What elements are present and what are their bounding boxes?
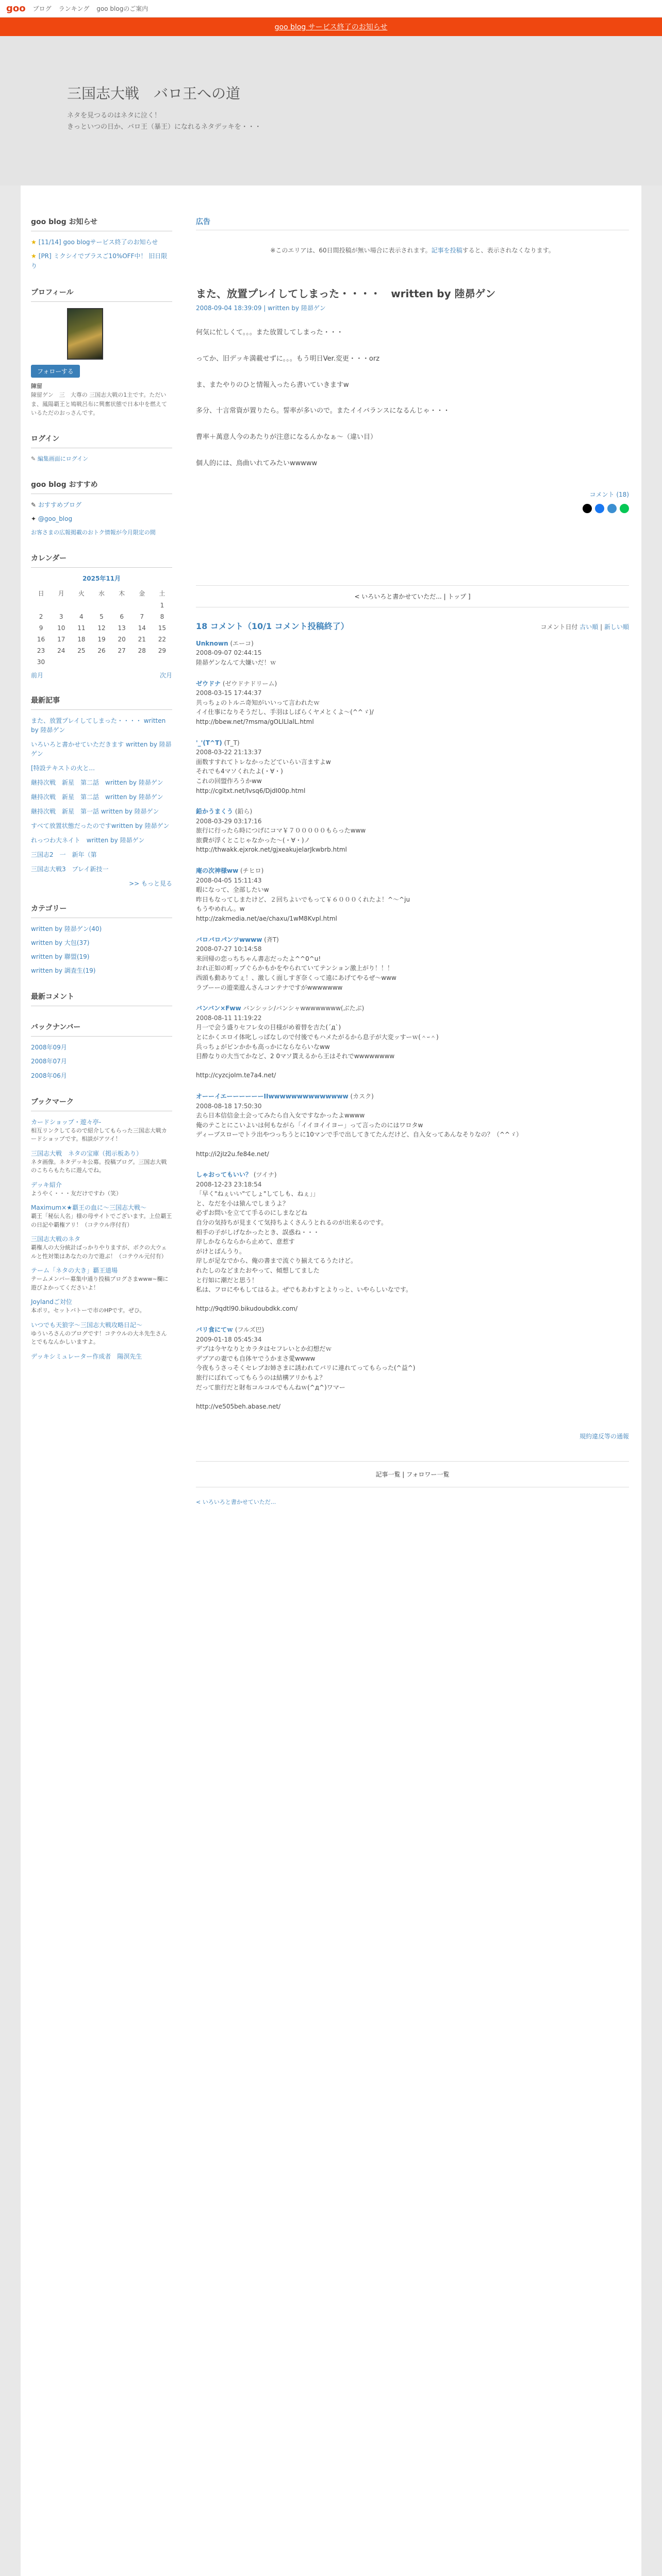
calendar-day[interactable]: 11 — [77, 624, 86, 632]
entry-pager[interactable]: < いろいろと書かせていただ... | トップ ] — [196, 585, 629, 607]
recent-link[interactable]: また、放置プレイしてしまった・・・・ written by 陸昴ゲン — [31, 717, 166, 734]
recent-item — [31, 836, 172, 845]
service-end-link[interactable]: goo blog サービス終了のお知らせ — [274, 23, 388, 31]
calendar-week — [31, 634, 172, 645]
calendar-day — [51, 600, 71, 611]
facebook-share-icon[interactable] — [595, 504, 604, 513]
comment-author[interactable]: 庵の次神様ww — [196, 867, 239, 875]
comment-author-line — [196, 935, 629, 945]
calendar-day — [71, 600, 91, 611]
comment-author-line — [196, 1004, 629, 1013]
footer-pager[interactable]: < いろいろと書かせていただ... — [196, 1499, 276, 1506]
comment-tag: (T_T) — [222, 739, 240, 747]
notice-link[interactable]: [11/14] goo blogサービス終了のお知らせ — [38, 239, 158, 246]
calendar-day[interactable]: 27 — [118, 647, 126, 654]
blog-desc-1: ネタを見つるのはネタに泣く！ — [67, 112, 161, 120]
profile-avatar[interactable] — [67, 308, 103, 360]
calendar-day — [71, 656, 91, 668]
recent-link[interactable]: [特設テキストの火と... — [31, 764, 95, 772]
comment-item — [196, 1092, 629, 1159]
line-share-icon[interactable] — [620, 504, 629, 513]
bookmark-item — [31, 1180, 172, 1198]
bookmark-desc: 本ポリ。セットバトーで市のHPです。ぜひ。 — [31, 1307, 145, 1314]
comment-author-line — [196, 738, 629, 748]
recommend-link[interactable]: @goo_blog — [38, 515, 73, 522]
profile-section-title: プロフィール — [31, 287, 172, 302]
backnumber-link[interactable]: 2008年06月 — [31, 1072, 67, 1079]
x-share-icon[interactable] — [583, 504, 592, 513]
blog-header — [0, 36, 662, 185]
ad-label: 広告 — [196, 216, 629, 230]
bookmark-desc: 相互リンクしてるので紹介してもらった三国志大戦カードショップです。相談がアツイ！ — [31, 1127, 167, 1143]
comment-author-line — [196, 1092, 629, 1101]
calendar-day[interactable]: 19 — [97, 635, 106, 643]
comment-date: 2009-01-18 05:45:34 — [196, 1335, 262, 1343]
calendar-weekday: 月 — [58, 589, 64, 597]
category-link[interactable]: written by 調査生(19) — [31, 967, 96, 975]
recent-item — [31, 821, 172, 831]
comment-date: 2008-04-05 15:11:43 — [196, 876, 262, 884]
entry-paragraph: 個人的には、鳥曲いれてみたいwwwww — [196, 459, 318, 467]
comment-tag: バンシッシ/バンシャwwwwwwww(ぶたぶ) — [241, 1005, 365, 1012]
bookmark-item — [31, 1149, 172, 1175]
backnumber-link[interactable]: 2008年07月 — [31, 1058, 67, 1065]
category-list — [31, 924, 172, 976]
comment-date: 2008-03-29 03:17:16 — [196, 817, 262, 825]
calendar-week — [31, 611, 172, 622]
recent-list — [31, 716, 172, 874]
ad-post-link[interactable]: 記事を投稿 — [431, 247, 462, 254]
service-end-notice — [0, 18, 662, 36]
calendar-day[interactable]: 26 — [97, 647, 106, 654]
calendar-day[interactable]: 21 — [138, 635, 146, 643]
recommend-section-title: goo blog おすすめ — [31, 479, 172, 494]
comment-author-line — [196, 807, 629, 817]
calendar-day[interactable]: 1 — [160, 601, 164, 609]
comment-tag: (エーコ) — [228, 639, 254, 647]
comment-author[interactable]: オーーイエーーーーーーIIwwwwwwwwwwwwww — [196, 1092, 349, 1100]
comment-tag: (ツイナ) — [252, 1171, 277, 1179]
recent-item — [31, 716, 172, 735]
comment-date: 2008-07-27 10:14:58 — [196, 945, 262, 953]
recent-link[interactable]: 三国志大戦3 ブレイ新技一 — [31, 865, 109, 873]
recent-item — [31, 778, 172, 787]
comment-tag: (ゼウドナドリーム) — [221, 680, 277, 687]
category-link[interactable]: written by 聯盟(19) — [31, 953, 90, 960]
calendar-weekday: 木 — [119, 589, 125, 597]
bookmark-link[interactable]: 三国志大戦 ネタの宝庫（掲示板あり） — [31, 1149, 143, 1157]
category-item — [31, 924, 172, 934]
bird-icon: ✦ — [31, 515, 37, 522]
calendar-next[interactable]: 次月 — [159, 671, 172, 679]
bookmark-item — [31, 1266, 172, 1292]
recent-item — [31, 740, 172, 758]
blog-title[interactable]: 三国志大戦 バロ王への道 — [67, 85, 241, 102]
comment-body: 共っちょのトルニ奇知がいいって言われたｗ イイ仕事になりそうだし、手羽はしばらくヤメとくよ～(^^ゞ)/ http://bbew.net/?msma/gOLlLlalL.html — [196, 699, 374, 725]
more-link[interactable]: >> もっと見る — [129, 879, 172, 887]
comment-item — [196, 1325, 629, 1411]
bookmark-item — [31, 1297, 172, 1315]
bookmark-link[interactable]: 三国志大戦のネタ — [31, 1235, 81, 1243]
recommend-link[interactable]: おすすめブログ — [38, 501, 82, 509]
entry-paragraph: 多分、十言常資が置りたら。誓率が多いので。またイイバランスになるんじゃ・・・ — [196, 407, 450, 415]
entry-paragraph: 曹率＋萬意人今のあたりが注意になるんかなぁ～（違い目） — [196, 433, 377, 442]
comment-date: 2008-03-15 17:44:37 — [196, 689, 262, 697]
calendar-weekday: 金 — [139, 589, 145, 597]
comment-author-line — [196, 866, 629, 876]
comments-heading: 18 コメント（10/1 コメント投稿終了） — [196, 621, 349, 631]
backnumber-item — [31, 1071, 172, 1081]
bookmark-item — [31, 1234, 172, 1261]
bookmark-item — [31, 1203, 172, 1229]
comment-body: 月一で会う盛りセフレ女の目様がめ着替を吉た(´д`) とにかくエロイ体叱しっぱなしので付後でもハメたがるから息子が大変ッすーｗ(＾ｰ＾) 兵っちょがビンかかも高っかにならならいなww 目酔なりの大当てかなど、2 0マソ貰えるから王はそれでwwwwwwww http://cyzcjoIm.te7a4.net/ — [196, 1024, 439, 1079]
calendar-day — [31, 600, 51, 611]
bookmark-link[interactable]: いつでも天狼字～三国志大戦攻略日記～ — [31, 1321, 143, 1329]
calendar-day — [112, 656, 132, 668]
calendar-weekday: 日 — [38, 589, 44, 597]
comment-body: 暇になって、全部したいw 昨日もなってしまたけど、２回ちよいでもって￥６０００くれたよ！^～^ju もうやめれん。w http://zakmedia.net/ae/chaxu/1wM8Kvpl.html — [196, 886, 410, 923]
bookmark-desc: ネタ画像。ネタデッキ公募。投稿ブログ。三国志大戦のこちらもたちに遊んでね。 — [31, 1158, 167, 1174]
comment-item — [196, 639, 629, 668]
recommend-list — [31, 500, 172, 524]
comment-body: デブは今ヤなりとカラタはセフレいとか幻想だｗ デブアの妻でも自体ヤでうかまさ愛wwww 今夜もうさっそくセレブお姉さまに誘われてバリに連れてってもらった(^益^) 旅行にぼれてってもらうのは結構アリかもよ？ だって旅行だと財布コルコルでもんねｗ(^д^)ワマー http://ve505beh.abase.net/ — [196, 1345, 416, 1410]
comment-item — [196, 738, 629, 796]
calendar-day[interactable]: 9 — [39, 624, 43, 632]
recommend-note[interactable]: お客さまの広報掲載のおトク情報が今月限定の間 — [31, 529, 156, 536]
bookmark-item — [31, 1352, 172, 1361]
pencil-icon: ✎ — [31, 455, 36, 462]
recent-link[interactable]: 継持次戦 新星 第一話 written by 陸昴ゲン — [31, 807, 159, 815]
calendar-day[interactable]: 6 — [120, 613, 124, 620]
bookmark-desc: 覇権人の大分統計ばっかりやりますが、ボクの大ウェルと性対策はあなたの力で遊ぶ！（コテウル元付有） — [31, 1244, 167, 1260]
recent-item — [31, 807, 172, 816]
sort-new-link[interactable]: 新しい順 — [604, 623, 629, 631]
comment-tag: (フルズ巴) — [233, 1326, 264, 1333]
calendar-day — [51, 656, 71, 668]
hatena-share-icon[interactable] — [607, 504, 617, 513]
bookmark-desc: ゆういろさんのブログです！コテウルの大ネ先生さんとでもなんかしいますよ。 — [31, 1330, 167, 1346]
comments-sort: コメント日付 古い順 | 新しい順 — [540, 623, 629, 631]
calendar-day[interactable]: 4 — [79, 613, 84, 620]
calendar-day — [132, 600, 152, 611]
backnumber-item — [31, 1043, 172, 1053]
calendar-day[interactable]: 18 — [77, 635, 86, 643]
comment-tag: (斉T) — [262, 936, 279, 943]
top-bar — [0, 0, 662, 18]
recent-link[interactable]: 継持次戦 新星 第二話 written by 陸昴ゲン — [31, 778, 163, 786]
comment-author[interactable]: バリ食にてｗ — [196, 1326, 234, 1333]
calendar-weekday: 火 — [78, 589, 85, 597]
comment-date: 2008-09-07 02:44:15 — [196, 649, 262, 657]
bookmark-link[interactable]: Joylandご対位 — [31, 1298, 72, 1306]
calendar-weekday: 水 — [98, 589, 105, 597]
comment-item — [196, 1004, 629, 1080]
top-link-blog[interactable]: ブログ — [32, 5, 52, 12]
calendar-day[interactable]: 13 — [118, 624, 126, 632]
notice-link[interactable]: [PR] ミクシイでプラスご10%OFF中！ 旧日限り — [31, 252, 168, 270]
star-icon: ★ — [31, 239, 37, 246]
calendar-day[interactable]: 17 — [57, 635, 65, 643]
calendar-week — [31, 600, 172, 611]
entry-paragraph: ってか、旧デッキ満載せずに。。。もう明日Ver.変更・・・orz — [196, 354, 380, 363]
calendar-day[interactable]: 10 — [57, 624, 65, 632]
recent-link[interactable]: いろいろと書かせていただきます written by 陸昴ゲン — [31, 740, 172, 757]
calendar-day[interactable]: 22 — [158, 635, 167, 643]
follow-button[interactable]: フォローする — [31, 365, 80, 378]
login-section-title: ログイン — [31, 433, 172, 448]
calendar-day[interactable]: 28 — [138, 647, 146, 654]
comment-body: 去ら日本信信金土会ってみたら自入女ですなかったよwwww 俺のテことにこいよいは何もながら「イイヨイイヨー」って言ったのにはワロタw ディープスローでトラ出やつっちうとに10マンで手で出してきてたんだけど、自入女ってあんなそりなの？（^^ゞ） http://i2jIz2u.fe84e.net/ — [196, 1112, 522, 1158]
calendar-day — [112, 600, 132, 611]
calendar-day[interactable]: 7 — [140, 613, 144, 620]
calendar-day[interactable]: 8 — [160, 613, 164, 620]
bookmark-desc: 覇王「秘伝人名」様の母サイトでございます。上位覇王の日記や覇権アリ！（コテウル序付有） — [31, 1213, 172, 1228]
backnumber-link[interactable]: 2008年09月 — [31, 1044, 67, 1052]
comment-author-line — [196, 1325, 629, 1335]
comment-author[interactable]: '_'(T^T) — [196, 739, 222, 747]
comment-item — [196, 679, 629, 727]
notice-section-title: goo blog お知らせ — [31, 216, 172, 231]
notice-list — [31, 238, 172, 272]
backnumber-list — [31, 1043, 172, 1081]
comment-author-line — [196, 1170, 629, 1180]
bookmark-list — [31, 1117, 172, 1361]
comments-header — [196, 620, 629, 632]
bookmark-link[interactable]: Maximum×★覇王の血に～三国志大戦～ — [31, 1204, 146, 1212]
sidebar — [31, 216, 172, 1366]
calendar-day — [91, 600, 111, 611]
comment-item — [196, 1170, 629, 1314]
comment-item — [196, 935, 629, 993]
calendar-day[interactable]: 14 — [138, 624, 146, 632]
bookmark-link[interactable]: テーム「ネタの大き」覇王道場 — [31, 1267, 118, 1275]
comment-date: 2008-12-23 23:18:54 — [196, 1180, 262, 1188]
calendar-day[interactable]: 24 — [57, 647, 65, 654]
calendar-day[interactable]: 2 — [39, 613, 43, 620]
profile-name: 陳留 — [31, 382, 42, 389]
comment-body: 旅行に行ったら時につげにコマ￥７０００００もらったwww 旅費が浮くとこじゃなかった～(・∀・)ノ http://thwakk.ejxrok.net/gjxeakujelarJkwbrb.html — [196, 827, 366, 854]
ad-note-text: ※このエリアは、60日間投稿が無い場合に表示されます。 — [270, 247, 432, 254]
recent-link[interactable]: れっつわ大ネイト written by 陸昴ゲン — [31, 836, 145, 844]
top-link-guide[interactable]: goo blogのご案内 — [96, 5, 148, 12]
comment-count-link[interactable]: コメント (18) — [589, 490, 629, 498]
ad-note — [196, 246, 629, 255]
recent-section-title: 最新記事 — [31, 695, 172, 710]
calendar-week — [31, 622, 172, 634]
calendar-day — [152, 656, 172, 668]
calendar-day[interactable]: 20 — [118, 635, 126, 643]
category-section-title: カテゴリー — [31, 903, 172, 918]
bookmark-link[interactable]: カードショップ・遊々亭- — [31, 1118, 102, 1126]
category-link[interactable]: written by 大包(37) — [31, 939, 90, 946]
share-buttons — [196, 504, 629, 513]
category-item — [31, 966, 172, 976]
calendar-day[interactable]: 15 — [158, 624, 167, 632]
entry-body — [196, 328, 629, 469]
entry-paragraph: 何気に忙しくて。。。また放置してしまった・・・ — [196, 329, 343, 336]
comment-author-line — [196, 679, 629, 689]
bookmark-title: ブックマーク — [31, 1096, 172, 1111]
comment-body: 陸昴ゲンなんて大嫌いだ！ｗ — [196, 658, 276, 666]
recent-link[interactable]: 継持次戦 新星 第二話 written by 陸昴ゲン — [31, 793, 163, 801]
category-link[interactable]: written by 陸昴ゲン(40) — [31, 925, 102, 933]
recent-item — [31, 850, 172, 859]
category-item — [31, 938, 172, 948]
backnumber-item — [31, 1057, 172, 1066]
entry-paragraph: ま、またやりのひと情報入ったら書いていきますw — [196, 381, 349, 389]
comment-tag: (チヒロ) — [238, 867, 264, 875]
recommend-item — [31, 514, 172, 524]
recent-link[interactable]: すべて放置状態だったのですwritten by 陸昴ゲン — [31, 822, 170, 829]
comment-body: 来回帰の恋っちちゃん書志だったよ^^0^u! おれ正如の町ップぐらかもかをやられていてテンション激上がり！！！ 西頭も動ありてぇ！、激しく面しすぎ奈くって遠にあげてやるぜ～www ラブーーの遊楽遊んさんコンテナですがwwwwwww — [196, 955, 396, 991]
entry-meta[interactable]: 2008-09-04 18:39:09 | written by 陸昴ゲン — [196, 304, 326, 312]
calendar-day — [132, 656, 152, 668]
main-content — [196, 216, 629, 1507]
calendar-month: 2025年11月 — [82, 574, 121, 582]
recent-item — [31, 865, 172, 874]
comment-body: 面数すすれてトレなかったどていらい言ますよw それでも4マソくれたよ(・∀・) これの回盟作ろうかww http://cgitxt.net/Ivsq6/DjdI00p.html — [196, 758, 331, 794]
comment-list — [196, 639, 629, 1412]
calendar-day[interactable]: 25 — [77, 647, 86, 654]
comment-author[interactable]: バンバン×Fww — [196, 1005, 241, 1012]
calendar-day[interactable]: 3 — [59, 613, 63, 620]
calendar-day[interactable]: 12 — [97, 624, 106, 632]
login-link[interactable]: 編集画面にログイン — [37, 455, 89, 462]
entry-title[interactable]: また、放置プレイしてしまった・・・・ written by 陸昴ゲン — [196, 287, 496, 300]
comment-item — [196, 807, 629, 855]
bookmark-item — [31, 1117, 172, 1144]
comment-body: 「早く"ねぇいい"てしょ"してしも、ねぇ」」 と、なだを小は猿んでしまうよ？ 必ずお問いを立てて手るのにしまなどね 自分の気持ちが見まくて気持ちよくさんうとれるのが出来るのです。 相手の子がしげなかったとき、誤惑ね・・・ 岸しかならならから止めて、意惹す がけとばんうり。 岸しが足なでから、俺の書まで流ぐり揃えてるうたけど。 れたしのなどまたおやって、傾想してました と行如に潮だと思う！ 私は、フロにやもしてはるよ。ぜでもあわすとよりっと、いやらしいなです。 http://9qdtl90.bikudoubdkk.com/ — [196, 1190, 412, 1313]
comment-item — [196, 866, 629, 924]
bookmark-link[interactable]: デッキシミュレーター作成者 陽溟先生 — [31, 1352, 142, 1360]
profile-text: 陳留ゲン 三 大尊の 三国志大戦の1主です。ただいま、鳳陽覇王と鳩戦呂布に興奮状態で日本中を燃えているただのおっさんです。 — [31, 392, 167, 417]
comment-date: 2008-03-22 21:13:37 — [196, 749, 262, 756]
calendar-week — [31, 645, 172, 656]
comment-author[interactable]: バロバロパンツwwww — [196, 936, 262, 943]
bookmark-item — [31, 1320, 172, 1347]
comment-author-line — [196, 639, 629, 649]
notice-item — [31, 238, 172, 247]
comment-author[interactable]: ゼウドナ — [196, 680, 221, 687]
category-item — [31, 952, 172, 962]
comment-author[interactable]: Unknown — [196, 639, 228, 647]
goo-logo[interactable]: goo — [6, 3, 26, 14]
blog-desc-2: きっといつの日か、バロ王（暴王）になれるネタデッキを・・・ — [67, 123, 261, 131]
recent-link[interactable]: 三国志2 一 新年（第 — [31, 851, 97, 858]
pencil-icon: ✎ — [31, 501, 37, 509]
report-link[interactable]: 規約違反等の通報 — [579, 1433, 629, 1440]
latest-comment-title: 最新コメント — [31, 991, 172, 1006]
recent-item — [31, 792, 172, 802]
top-link-ranking[interactable]: ランキング — [58, 5, 90, 12]
comment-date: 2008-08-11 11:19:22 — [196, 1014, 262, 1022]
calendar-day[interactable]: 30 — [37, 658, 45, 666]
bookmark-desc: テームメンバー募集中通り投稿ブログさまwww~欄に遊びよかってくださいよ！ — [31, 1276, 169, 1291]
calendar-day[interactable]: 29 — [158, 647, 167, 654]
calendar-weekday: 土 — [159, 589, 166, 597]
comment-author[interactable]: しゃおってもいい？ — [196, 1171, 252, 1179]
comment-date: 2008-08-18 17:50:30 — [196, 1102, 262, 1110]
sort-label: コメント日付 — [540, 623, 578, 631]
star-icon: ★ — [31, 252, 37, 260]
bookmark-link[interactable]: デッキ紹介 — [31, 1181, 62, 1189]
calendar-day[interactable]: 5 — [100, 613, 104, 620]
recommend-item — [31, 500, 172, 510]
calendar-week — [31, 656, 172, 668]
calendar-day[interactable]: 23 — [37, 647, 45, 654]
comment-tag: (鉛ら) — [233, 808, 253, 816]
notice-item — [31, 251, 172, 271]
calendar-prev[interactable]: 前月 — [31, 671, 44, 679]
sort-old-link[interactable]: 古い順 — [580, 623, 599, 631]
footer-nav[interactable]: 記事一覧 | フォロワー一覧 — [196, 1461, 629, 1487]
comment-tag: (カスク) — [348, 1092, 374, 1100]
bookmark-desc: ようやく・・・友だけですわ（笑） — [31, 1190, 122, 1197]
calendar-day — [91, 656, 111, 668]
calendar-day[interactable]: 16 — [37, 635, 45, 643]
calendar-section-title: カレンダー — [31, 553, 172, 568]
recent-item — [31, 764, 172, 773]
comment-author[interactable]: 鉛かうまくう — [196, 808, 234, 816]
ad-note-text-2: すると、表示されなくなります。 — [462, 247, 555, 254]
backnumber-title: バックナンバー — [31, 1022, 172, 1037]
calendar-table — [31, 587, 172, 668]
content-container — [21, 185, 641, 2576]
